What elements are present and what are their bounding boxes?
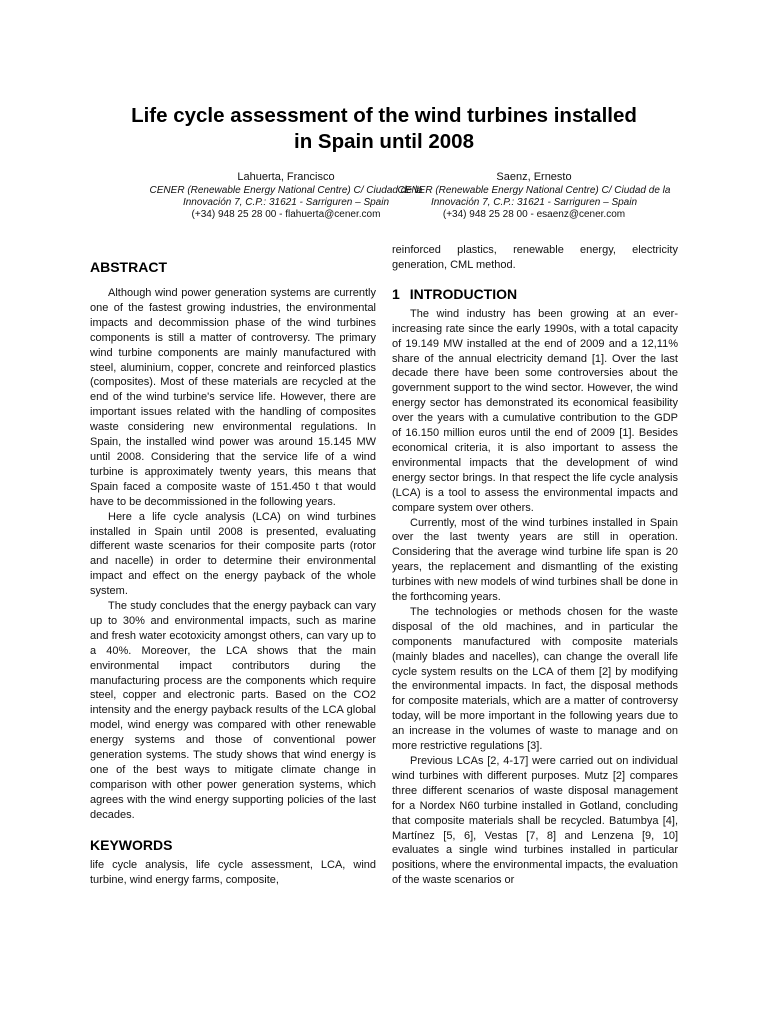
left-column [90,258,376,887]
introduction-paragraph: Previous LCAs [2, 4-17] were carried out on individual wind turbines with different purposes. Mutz [2] compares three different scenarios of waste disposal management for a Nordex N60 turbine installed in Gotland, concluding that composite materials shall be recycled. Batumbya [4], Martínez [5, 6], Vestas [7, 8] and Lenzena [9, 10] evaluates a single wind turbines installed in particular positions, where the environmental impacts, the evaluation of the waste scenarios or [392,755,678,887]
abstract-paragraph: Although wind power generation systems are currently one of the fastest growing industries, the environmental impacts and decommission phase of the wind turbines components is still a matter of controversy. The primary wind turbine components are mainly manufactured with steel, aluminium, copper, concrete and reinforced plastics (composites). Most of these materials are recycled at the end of the wind turbine's service life. However, there are important issues related with the handling of composites waste considering new environmental regulations. In Spain, the installed wind power was around 15.145 MW until 2008. Considering that the service life of a wind turbine is approximately twenty years, this means that Spain faced a composite waste of 151.450 t that would have to be decommissioned in the following years. [90,287,376,508]
section-title: INTRODUCTION [409,285,518,302]
title-line-2: in Spain until 2008 [294,130,474,153]
author-name: Lahuerta, Francisco [237,171,335,183]
introduction-paragraph: The wind industry has been growing at an ever-increasing rate since the early 1990s, with a total capacity of 19.149 MW installed at the end of 2009 and a 12,11% share of the annual electricity demand [1]. Over the last decade there have been some controversies about the government support to the wind sector. However, the wind energy sector has demonstrated its economical feasibility over the years with a cumulative contribution to the GDP of 16.150 million euros until the end of 2009 [1]. Besides economical criteria, it is also important to assess the environmental impacts that the development of wind energy sector brings. In that respect the life cycle analysis (LCA) is a tool to assess the environmental impacts and compare system over others. [392,307,678,514]
keywords-text-continued: reinforced plastics, renewable energy, electricity generation, CML method. [392,244,678,271]
title-line-1: Life cycle assessment of the wind turbines installed [131,104,637,127]
paper-title [60,103,708,155]
introduction-paragraph: Currently, most of the wind turbines installed in Spain over the last twenty years are still in operation. Considering that the average wind turbine life span is 20 years, the replacement and dismantling of the existing turbines with new models of wind turbines shall be done in the forthcoming years. [392,516,678,604]
keywords-text: life cycle analysis, life cycle assessment, LCA, wind turbine, wind energy farms, composite, [90,858,376,886]
introduction-heading [392,285,678,303]
author-contact: (+34) 948 25 28 00 - flahuerta@cener.com [191,209,381,220]
right-column [392,243,678,888]
author-affiliation: Innovación 7, C.P.: 31621 - Sarriguren – Spain [430,197,638,208]
author-affiliation: CENER (Renewable Energy National Centre) C/ Ciudad de la [397,185,671,196]
author-affiliation: Innovación 7, C.P.: 31621 - Sarriguren – Spain [182,197,390,208]
abstract-paragraph: Here a life cycle analysis (LCA) on wind turbines installed in Spain until 2008 is presented, evaluating different waste scenarios for their composite parts (rotor and nacelle) in order to determine their environmental impact and effect on the energy payback of the whole system. [90,510,376,598]
abstract-paragraph: The study concludes that the energy payback can vary up to 30% and environmental impacts, such as marine and fresh water ecotoxicity amongst others, can vary up to a 40%. Moreover, the LCA shows that the main environmental impact contributors during the manufacturing process are the components which require steel, copper and electronic parts. Based on the CO2 intensity and the energy payback results of the LCA global model, wind energy was compared with other renewable energy systems and those of conventional power generation systems. The study shows that wind energy is one of the best ways to mitigate climate change in comparison with other power generation systems, which agrees with the wind energy supporting policies of the last decades. [90,600,376,821]
abstract-heading: ABSTRACT [90,259,167,275]
author-affiliation: CENER (Renewable Energy National Centre) C/ Ciudad de la [149,185,423,196]
author-name: Saenz, Ernesto [496,171,572,183]
keywords-heading: KEYWORDS [90,836,173,853]
section-number: 1 [392,285,400,302]
author-contact: (+34) 948 25 28 00 - esaenz@cener.com [442,209,626,220]
introduction-paragraph: The technologies or methods chosen for the waste disposal of the old machines, and in particular the components manufactured with composite materials (mainly blades and nacelles), can change the overall life cycle system results on the LCA of them [2] by modifying the environmental impacts. In fact, the disposal methods for composite materials, which are a matter of controversy today, will be more important in the following years due to an increase in the volumes of waste to manage and on more restrictive regulations [3]. [392,605,678,753]
author-block-2 [384,170,684,221]
